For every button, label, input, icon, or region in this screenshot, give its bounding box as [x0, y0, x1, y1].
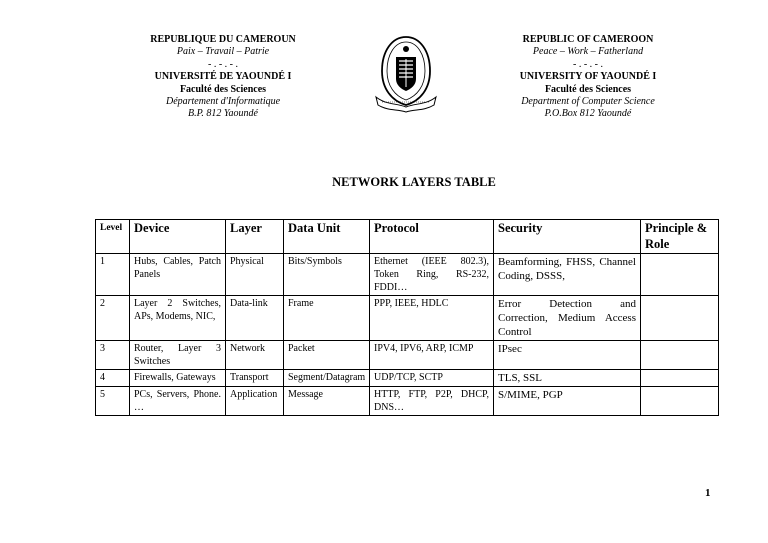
separator-left: - . - . - .: [208, 58, 238, 70]
header-data-unit: Data Unit: [284, 220, 370, 254]
cell-layer: Physical: [226, 254, 284, 296]
cell-security: Beamforming, FHSS, Channel Coding, DSSS,: [494, 254, 641, 296]
address-fr: B.P. 812 Yaoundé: [187, 108, 258, 120]
cell-layer: Transport: [226, 370, 284, 387]
university-fr: UNIVERSITÉ DE YAOUNDÉ I: [154, 71, 292, 83]
cell-device: Layer 2 Switches, APs, Modems, NIC,: [130, 296, 226, 341]
cell-level: 5: [96, 387, 130, 416]
university-en: UNIVERSITY OF YAOUNDÉ I: [519, 71, 657, 83]
cell-device: PCs, Servers, Phone. …: [130, 387, 226, 416]
cell-layer: Application: [226, 387, 284, 416]
department-en: Department of Computer Science: [521, 96, 655, 108]
separator-right: - . - . - .: [573, 58, 603, 70]
cell-principle-role: [641, 254, 719, 296]
motto-fr: Paix – Travail – Patrie: [176, 46, 270, 58]
cell-protocol: PPP, IEEE, HDLC: [370, 296, 494, 341]
table-row: [96, 254, 719, 296]
country-fr: REPUBLIQUE DU CAMEROUN: [150, 34, 296, 45]
faculty-fr: Faculté des Sciences: [179, 83, 267, 95]
cell-security: Error Detection and Correction, Medium Access Control: [494, 296, 641, 341]
cell-data-unit: Segment/Datagram: [284, 370, 370, 387]
page-number: 1: [705, 487, 711, 499]
cell-protocol: Ethernet (IEEE 802.3), Token Ring, RS-232, FDDI…: [370, 254, 494, 296]
cell-protocol: IPV4, IPV6, ARP, ICMP: [370, 341, 494, 370]
cell-data-unit: Frame: [284, 296, 370, 341]
cell-protocol: HTTP, FTP, P2P, DHCP, DNS…: [370, 387, 494, 416]
cell-data-unit: Packet: [284, 341, 370, 370]
cell-layer: Data-link: [226, 296, 284, 341]
table-row: [96, 387, 719, 416]
table-row: [96, 341, 719, 370]
cell-principle-role: [641, 296, 719, 341]
cell-security: S/MIME, PGP: [494, 387, 641, 416]
cell-device: Firewalls, Gateways: [130, 370, 226, 387]
faculty-en: Faculté des Sciences: [544, 83, 632, 95]
table-header-row: [96, 220, 719, 254]
cell-security: IPsec: [494, 341, 641, 370]
header-level: Level: [96, 220, 130, 254]
header-left: [113, 34, 333, 121]
cell-device: Hubs, Cables, Patch Panels: [130, 254, 226, 296]
cell-level: 1: [96, 254, 130, 296]
header-layer: Layer: [226, 220, 284, 254]
header-protocol: Protocol: [370, 220, 494, 254]
header-security: Security: [494, 220, 641, 254]
cell-layer: Network: [226, 341, 284, 370]
university-seal-logo: [374, 33, 438, 113]
cell-data-unit: Bits/Symbols: [284, 254, 370, 296]
table-row: [96, 370, 719, 387]
network-layers-table: [95, 219, 719, 416]
cell-principle-role: [641, 341, 719, 370]
header-right: [478, 34, 698, 121]
header-device: Device: [130, 220, 226, 254]
header-principle-role: Principle & Role: [641, 220, 719, 254]
cell-level: 2: [96, 296, 130, 341]
table-row: [96, 296, 719, 341]
cell-security: TLS, SSL: [494, 370, 641, 387]
cell-principle-role: [641, 387, 719, 416]
country-en: REPUBLIC OF CAMEROON: [522, 34, 654, 45]
cell-protocol: UDP/TCP, SCTP: [370, 370, 494, 387]
cell-data-unit: Message: [284, 387, 370, 416]
cell-principle-role: [641, 370, 719, 387]
document-title: NETWORK LAYERS TABLE: [332, 175, 496, 189]
motto-en: Peace – Work – Fatherland: [532, 46, 644, 58]
department-fr: Département d'Informatique: [165, 96, 281, 108]
cell-level: 3: [96, 341, 130, 370]
cell-device: Router, Layer 3 Switches: [130, 341, 226, 370]
cell-level: 4: [96, 370, 130, 387]
address-en: P.O.Box 812 Yaoundé: [544, 108, 632, 120]
